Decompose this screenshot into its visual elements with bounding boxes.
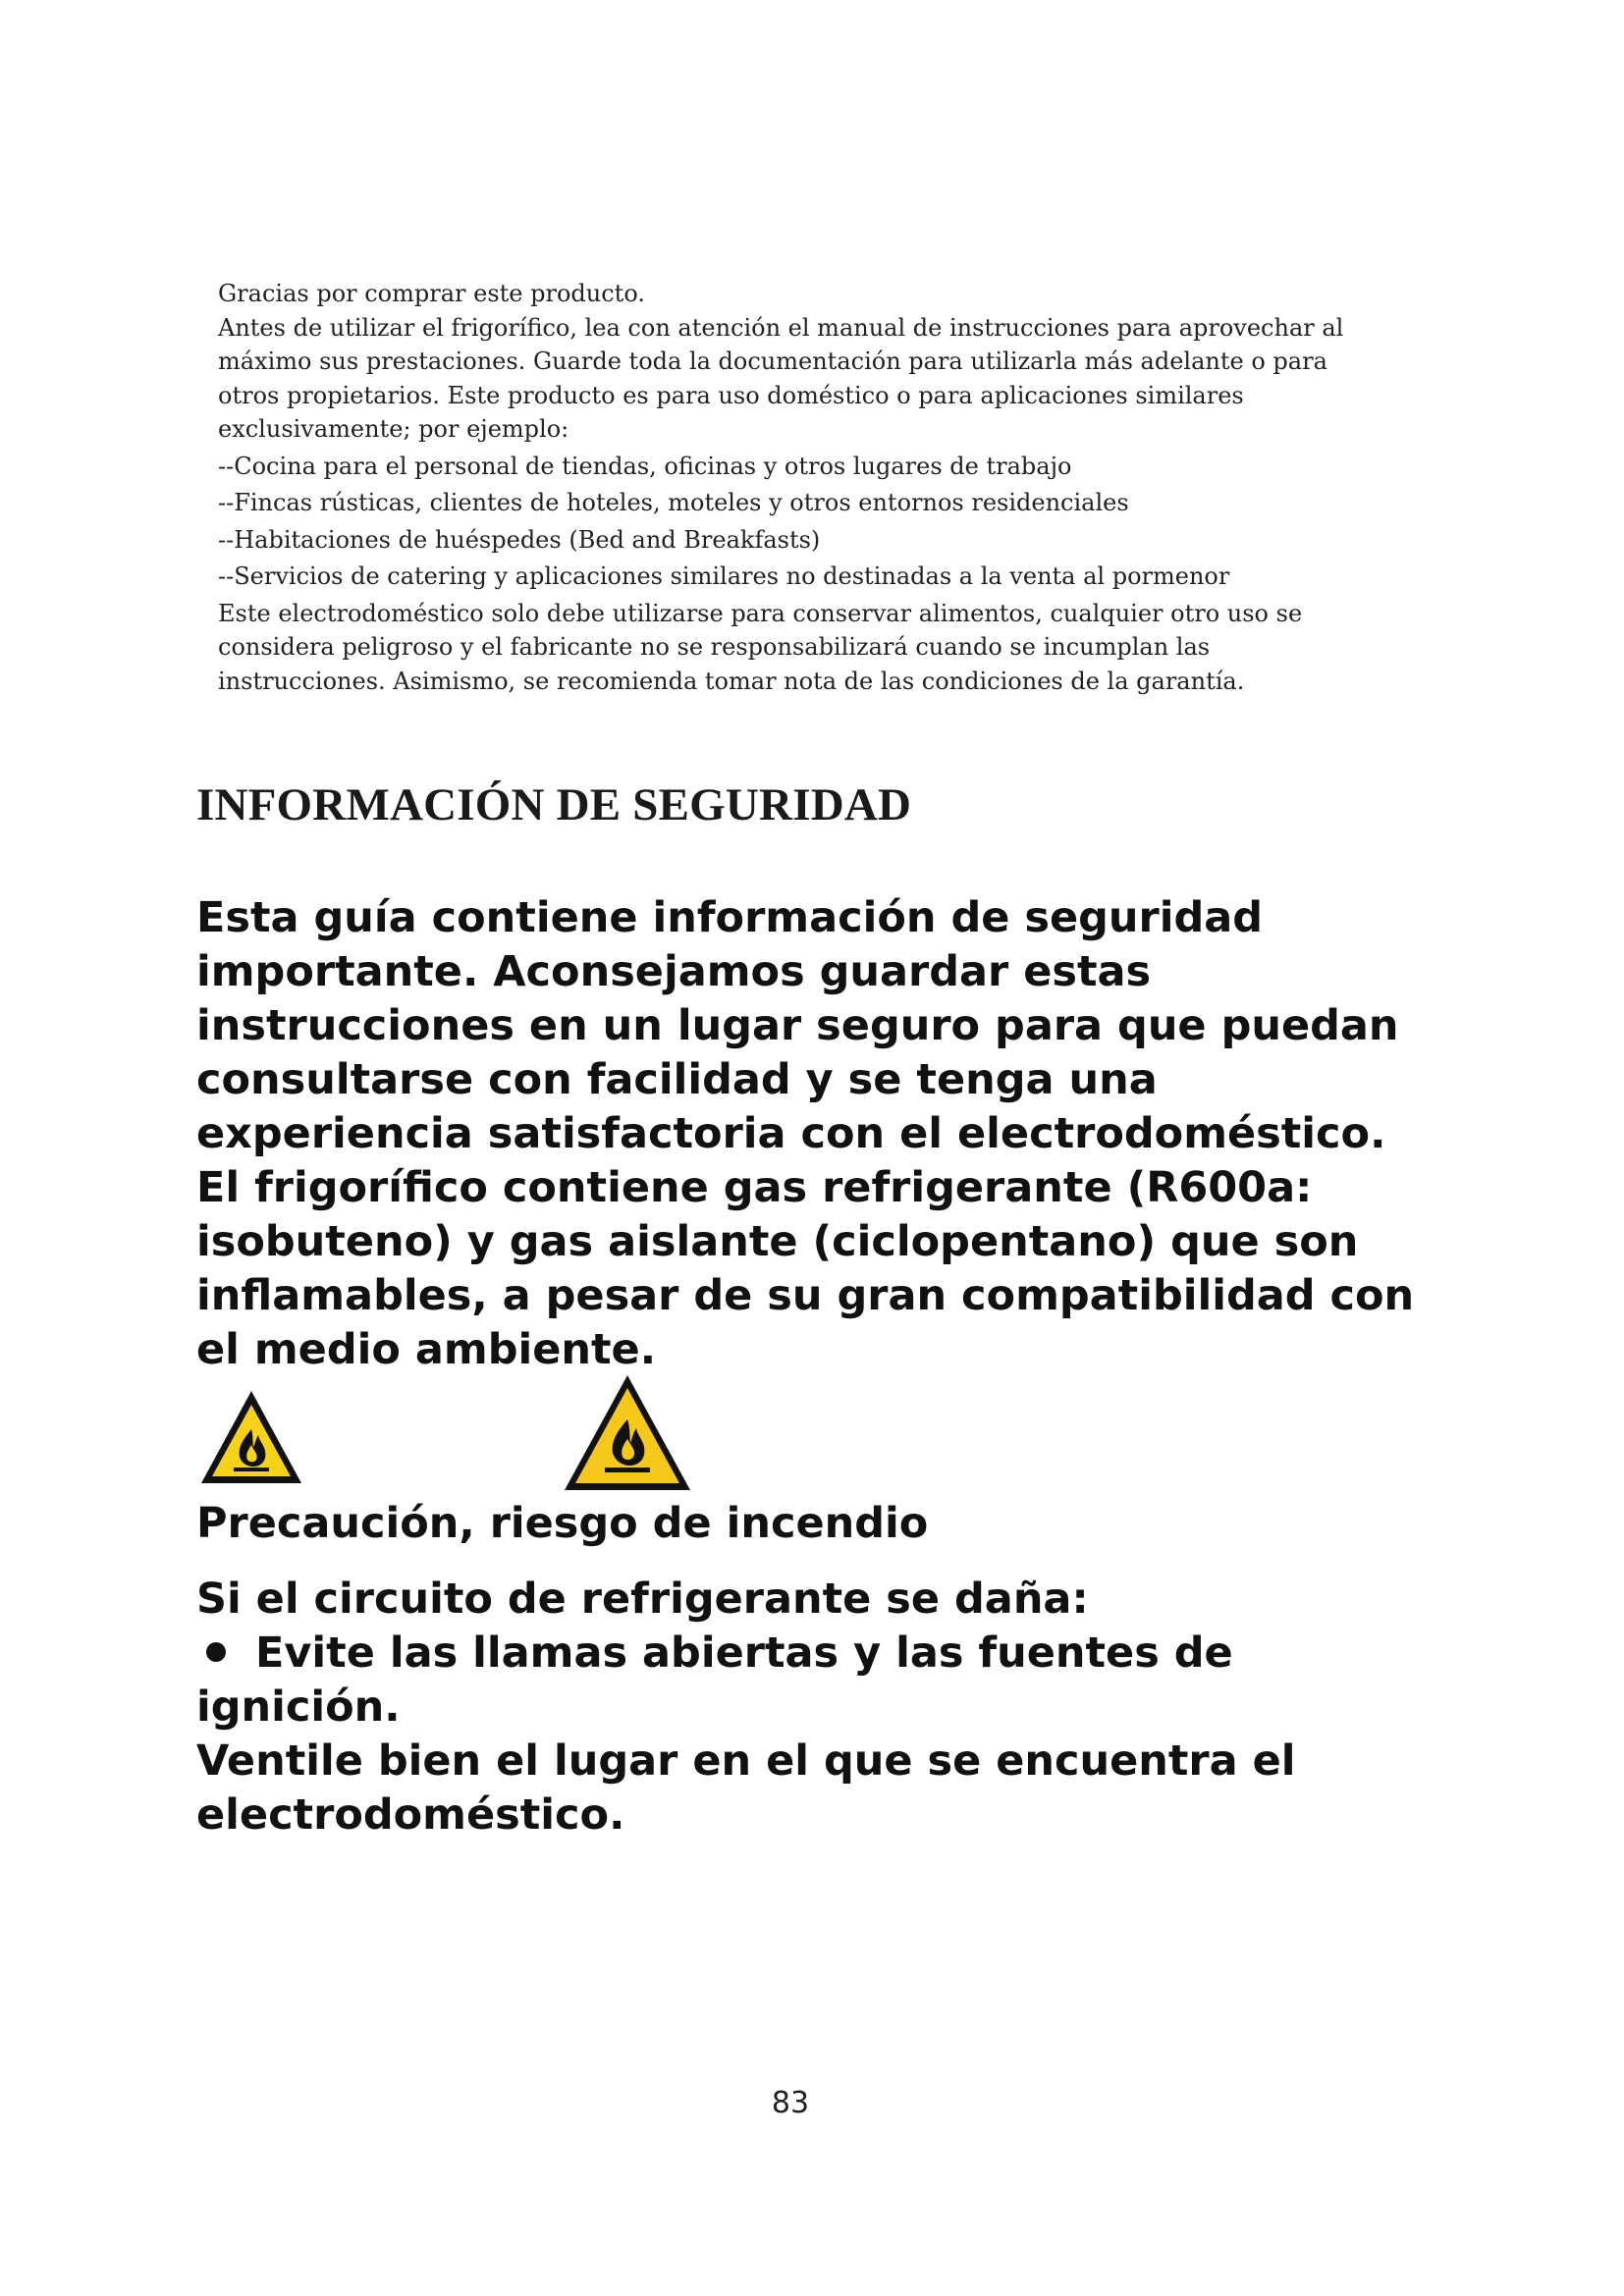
refrigerant-damage-block bbox=[196, 1573, 1443, 1842]
flammable-warning-icon bbox=[562, 1372, 693, 1494]
use-case-item: --Cocina para el personal de tiendas, oficinas y otros lugares de trabajo bbox=[218, 452, 1072, 480]
section-title: INFORMACIÓN DE SEGURIDAD bbox=[196, 779, 912, 830]
damage-bullet bbox=[196, 1627, 1443, 1735]
safety-intro-paragraph: Esta guía contiene información de seguridad importante. Aconsejamos guardar estas instrucciones en un lugar seguro para que puedan consultarse con facilidad y se tenga una experiencia satisfactoria con el electrodoméstico. El frigorífico contiene gas refrigerante (R600a: isobuteno) y gas aislante (ciclopentano) que son inflamables, a pesar de su gran compatibilidad con el medio ambiente. bbox=[196, 893, 1415, 1374]
ventilate-instruction: Ventile bien el lugar en el que se encuentra el electrodoméstico. bbox=[196, 1736, 1296, 1840]
flammable-warning-icon bbox=[198, 1388, 304, 1486]
page-number: 83 bbox=[771, 2086, 810, 2120]
use-case-item: --Fincas rústicas, clientes de hoteles, moteles y otros entornos residenciales bbox=[218, 489, 1129, 516]
use-case-item: --Habitaciones de huéspedes (Bed and Breakfasts) bbox=[218, 525, 821, 554]
intro-paragraph: Antes de utilizar el frigorífico, lea con atención el manual de instrucciones para aprovechar al máximo sus prestaciones. Guarde toda la documentación para utilizarla más adelante o para otros propietarios. Este producto es para uso doméstico o para aplicaciones similares exclusivamente; por ejemplo: bbox=[218, 313, 1344, 443]
bullet-dot-icon bbox=[206, 1642, 226, 1662]
fire-caution-heading: Precaución, riesgo de incendio bbox=[196, 1499, 929, 1548]
damage-bullet-text: Evite las llamas abiertas y las fuentes de ignición. bbox=[196, 1629, 1233, 1732]
damage-heading: Si el circuito de refrigerante se daña: bbox=[196, 1575, 1089, 1624]
intro-text-block bbox=[218, 277, 1367, 698]
thanks-line: Gracias por comprar este producto. bbox=[218, 280, 645, 307]
use-case-item: --Servicios de catering y aplicaciones similares no destinadas a la venta al pormenor bbox=[218, 562, 1230, 590]
usage-warning-paragraph: Este electrodoméstico solo debe utilizarse para conservar alimentos, cualquier otro uso se considera peligroso y el fabricante no se responsabilizará cuando se incumplan las instrucciones. Asimismo, se recomienda tomar nota de las condiciones de la garantía. bbox=[218, 599, 1303, 695]
